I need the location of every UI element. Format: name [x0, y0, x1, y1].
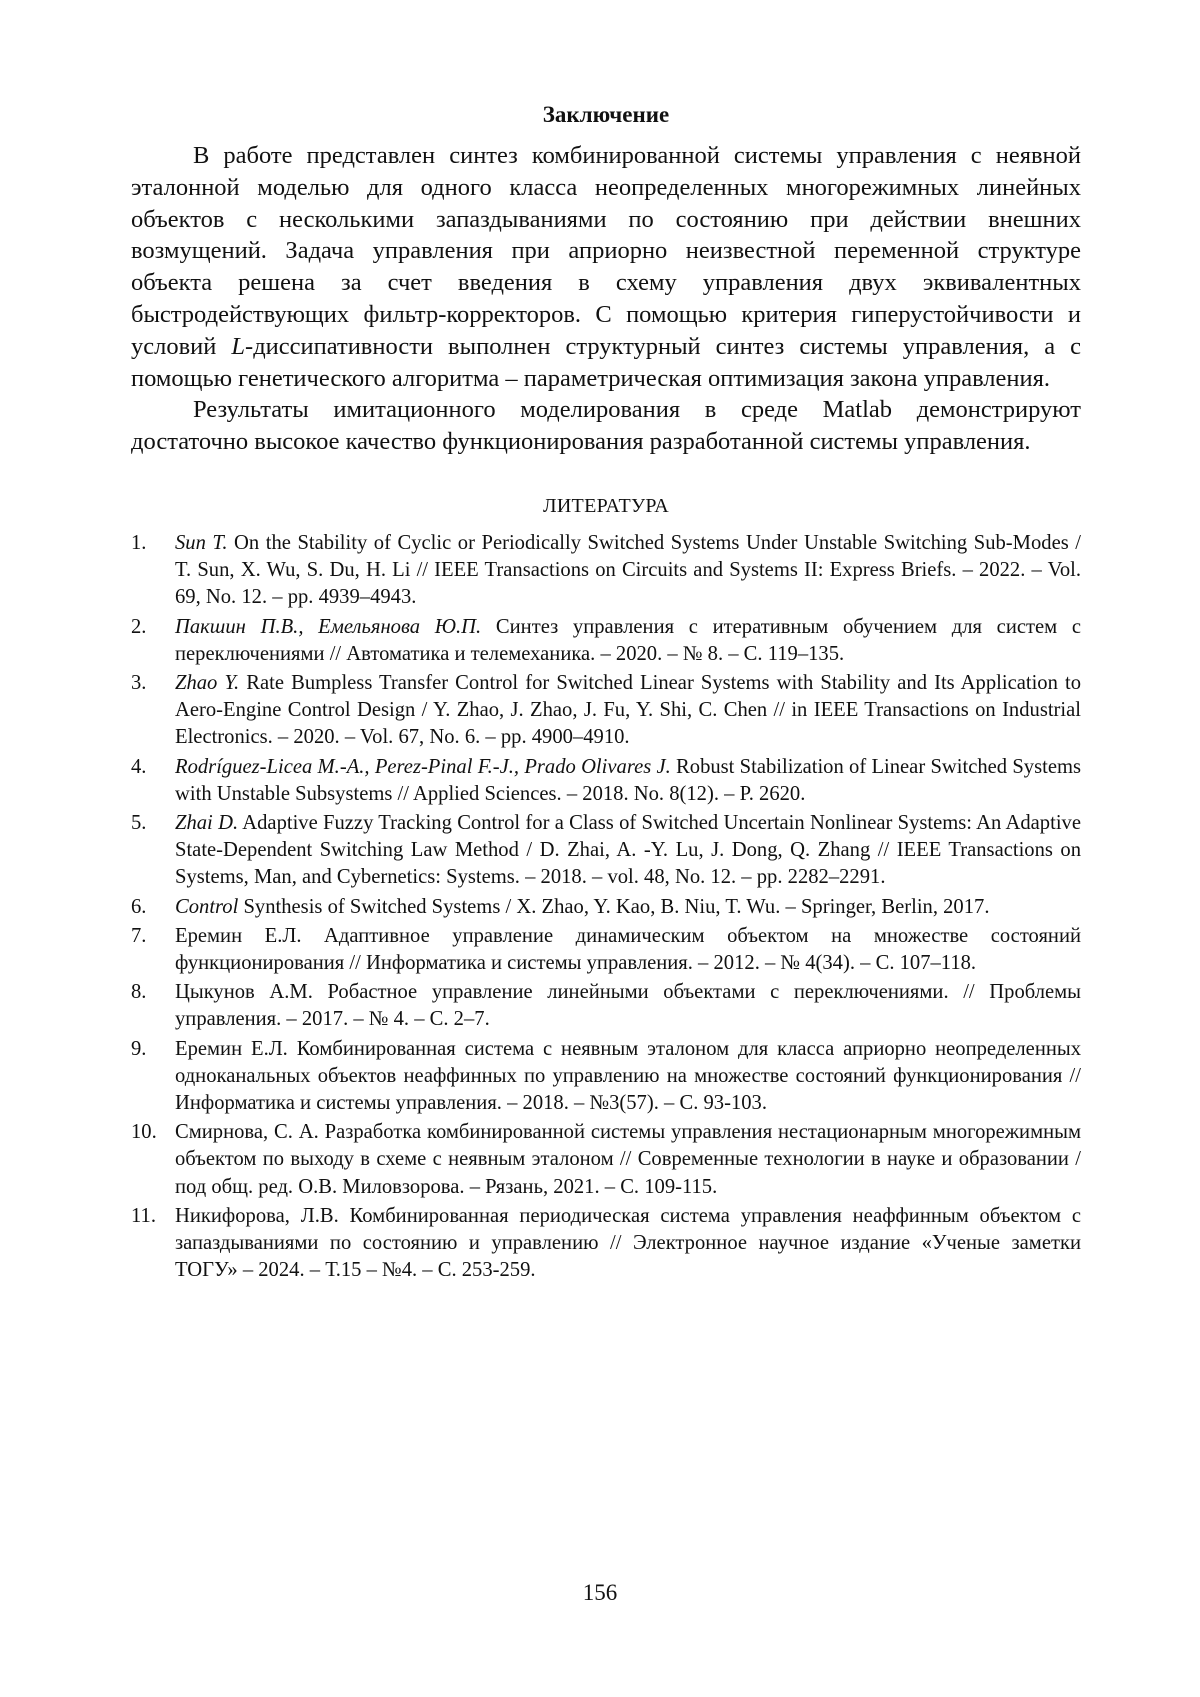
reference-number: 10.	[131, 1121, 157, 1144]
reference-item	[131, 754, 1081, 808]
reference-text: Цыкунов А.М. Робастное управление линейными объектами с переключениями. // Проблемы управления. – 2017. – № 4. – С. 2–7.	[175, 981, 1081, 1031]
reference-number: 8.	[131, 981, 147, 1004]
reference-text: On the Stability of Cyclic or Periodically Switched Systems Under Unstable Switching Sub-Modes / T. Sun, X. Wu, S. Du, H. Li // IEEE Transactions on Circuits and Systems II: Express Briefs. – 2022. – Vol. 69, No. 12. – pp. 4939–4943.	[175, 531, 1081, 609]
reference-number: 2.	[131, 615, 147, 638]
reference-author: Sun T.	[175, 531, 228, 554]
page-content	[131, 100, 1081, 1286]
reference-item	[131, 810, 1081, 892]
reference-number: 11.	[131, 1204, 156, 1227]
conclusion-paragraph-2: Результаты имитационного моделирования в среде Matlab демонстрируют достаточно высокое качество функционирования разработанной системы управления.	[131, 396, 1081, 456]
reference-item	[131, 979, 1081, 1033]
conclusion-paragraph-1-part-a: В работе представлен синтез комбинированной системы управления с неявной эталонной моделью для одного класса неопределенных многорежимных линейных объектов с несколькими запаздываниями по состоянию при действии внешних возмущений. Задача управления при априорно неизвестной переменной структуре объекта решена за счет введения в схему управления двух эквивалентных быстродействующих фильтр-корректоров. С помощью критерия гиперустойчивости и условий	[131, 142, 1081, 360]
reference-number: 4.	[131, 755, 147, 778]
reference-text: Синтез управления с итеративным обучением для систем с переключениями // Автоматика и телемеханика. – 2020. – № 8. – С. 119–135.	[175, 615, 1082, 665]
reference-author: Control	[175, 895, 239, 918]
reference-item	[131, 1036, 1081, 1118]
reference-item	[131, 1119, 1081, 1201]
reference-number: 6.	[131, 895, 147, 918]
reference-item	[131, 923, 1081, 977]
reference-item	[131, 1203, 1081, 1285]
reference-author: Rodríguez-Licea M.-A., Perez-Pinal F.-J., Prado Olivares J.	[175, 755, 671, 778]
reference-text: Adaptive Fuzzy Tracking Control for a Class of Switched Uncertain Nonlinear Systems: An Adaptive State-Dependent Switching Law Method / D. Zhai, A. -Y. Lu, J. Dong, Q. Zhang // IEEE Transactions on Systems, Man, and Cybernetics: Systems. – 2018. – vol. 48, No. 12. – pp. 2282–2291.	[175, 812, 1081, 889]
reference-number: 1.	[131, 531, 147, 554]
reference-text: Synthesis of Switched Systems / X. Zhao, Y. Kao, B. Niu, T. Wu. – Springer, Berlin, 2017.	[238, 895, 990, 918]
reference-author: Zhao Y.	[175, 671, 240, 694]
reference-text: Еремин Е.Л. Комбинированная система с неявным эталоном для класса априорно неопределенных одноканальных объектов неаффинных по управлению на множестве состояний функционирования // Информатика и системы управления. – 2018. – №3(57). – С. 93-103.	[175, 1037, 1081, 1115]
reference-text: Смирнова, С. А. Разработка комбинированной системы управления нестационарным многорежимным объектом по выходу в схеме с неявным эталоном // Современные технологии в науке и образовании / под общ. ред. О.В. Миловзорова. – Рязань, 2021. – С. 109-115.	[175, 1121, 1081, 1198]
reference-item	[131, 614, 1081, 668]
reference-text: Еремин Е.Л. Адаптивное управление динамическим объектом на множестве состояний функционирования // Информатика и системы управления. – 2012. – № 4(34). – С. 107–118.	[175, 924, 1081, 975]
reference-item	[131, 894, 1081, 921]
page-number: 156	[582, 1580, 618, 1605]
reference-number: 5.	[131, 812, 147, 834]
conclusion-paragraph-1-italic: L	[231, 332, 246, 360]
section-title-conclusion: Заключение	[542, 102, 670, 127]
reference-text: Robust Stabilization of Linear Switched Systems with Unstable Subsystems // Applied Sciences. – 2018. No. 8(12). – P. 2620.	[175, 755, 1082, 805]
conclusion-paragraph-1-part-b: -диссипативности выполнен структурный синтез системы управления, а с помощью генетического алгоритма – параметрическая оптимизация закона управления.	[131, 332, 1081, 392]
reference-number: 3.	[131, 671, 147, 694]
reference-author: Zhai D.	[175, 812, 239, 834]
reference-text: Rate Bumpless Transfer Control for Switched Linear Systems with Stability and Its Application to Aero-Engine Control Design / Y. Zhao, J. Zhao, J. Fu, Y. Shi, C. Chen // in IEEE Transactions on Industrial Electronics. – 2020. – Vol. 67, No. 6. – pp. 4900–4910.	[175, 671, 1081, 749]
reference-item	[131, 530, 1081, 612]
references-title: ЛИТЕРАТУРА	[542, 494, 670, 517]
conclusion-paragraph-1	[131, 140, 1081, 394]
reference-author: Пакшин П.В., Емельянова Ю.П.	[175, 615, 482, 638]
references-list	[131, 530, 1081, 1284]
reference-text: Никифорова, Л.В. Комбинированная периодическая система управления неаффинным объектом с запаздываниями по состоянию и управлению // Электронное научное издание «Ученые заметки ТОГУ» – 2024. – Т.15 – №4. – С. 253-259.	[175, 1204, 1081, 1282]
reference-number: 7.	[131, 924, 147, 947]
reference-item	[131, 670, 1081, 752]
reference-number: 9.	[131, 1037, 147, 1060]
